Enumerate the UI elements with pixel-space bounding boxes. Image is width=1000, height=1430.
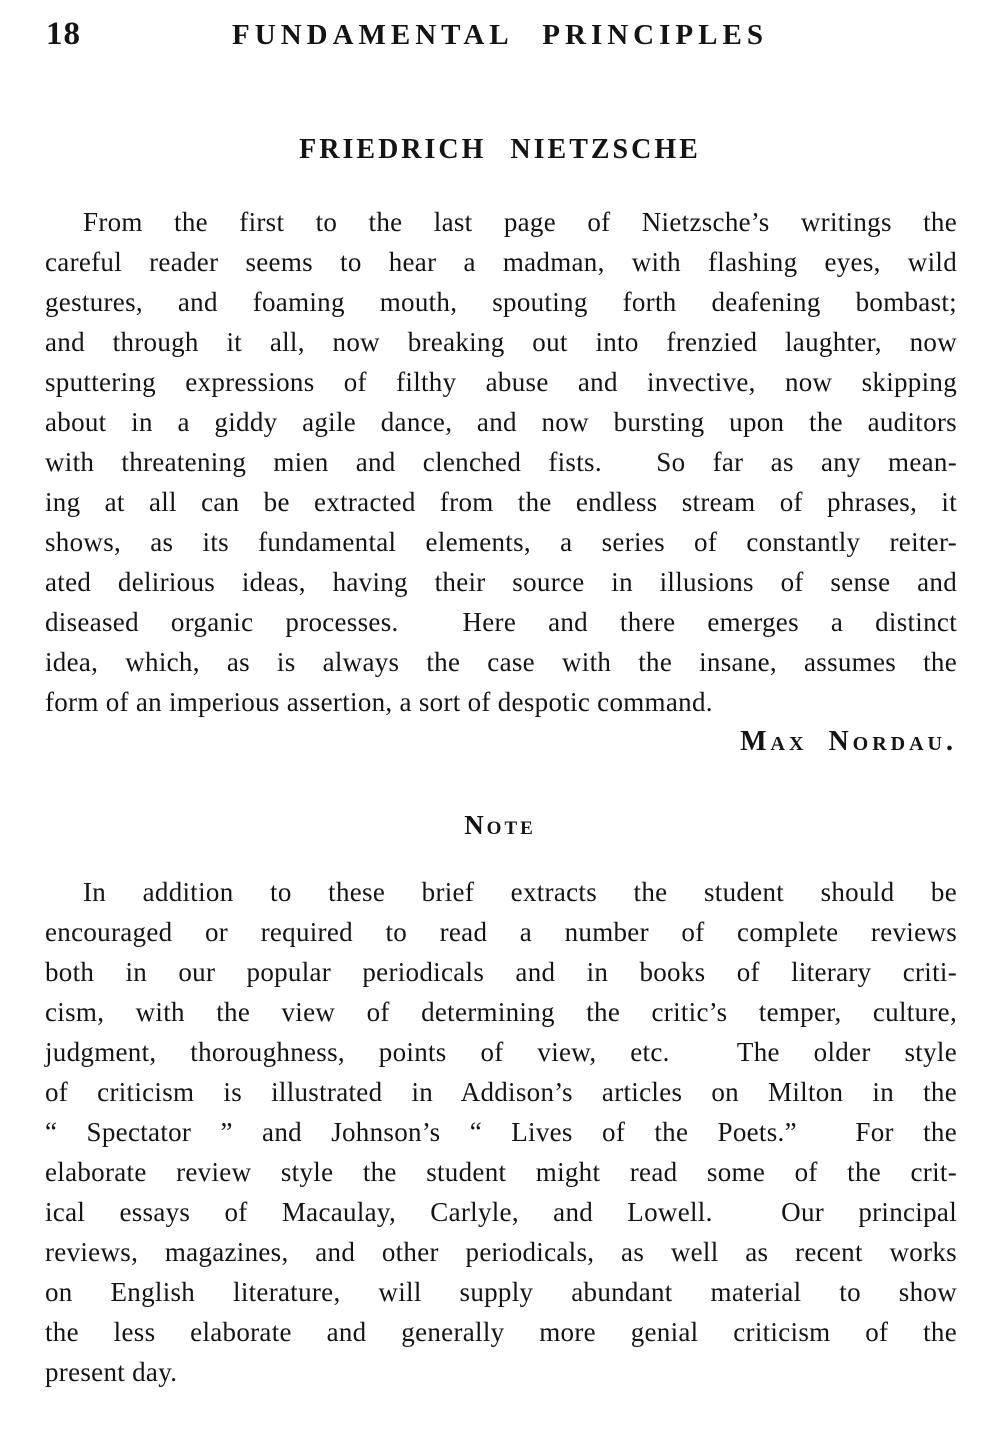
quote-line: form of an imperious assertion, a sort of despotic command. — [45, 687, 713, 717]
note-line: judgment, thoroughness, points of view, etc. The older style — [45, 1037, 957, 1067]
note-line: reviews, magazines, and other periodicals, as well as recent works — [45, 1237, 957, 1267]
note-paragraph — [45, 872, 957, 1392]
note-heading: Note — [464, 810, 536, 840]
note-line: “ Spectator ” and Johnson’s “ Lives of the Poets.” For the — [45, 1117, 957, 1147]
page-number: 18 — [46, 16, 81, 52]
note-line: on English literature, will supply abundant material to show — [45, 1277, 957, 1307]
note-line: present day. — [45, 1357, 178, 1387]
quote-line: careful reader seems to hear a madman, with flashing eyes, wild — [45, 247, 957, 277]
quote-line: ated delirious ideas, having their source in illusions of sense and — [45, 567, 957, 597]
page-header — [0, 16, 1000, 60]
quote-line: gestures, and foaming mouth, spouting forth deafening bombast; — [45, 287, 957, 317]
quote-line: idea, which, as is always the case with the insane, assumes the — [45, 647, 957, 677]
quote-line: diseased organic processes. Here and there emerges a distinct — [45, 607, 957, 637]
quote-attribution: Max Nordau. — [740, 726, 957, 757]
running-head: FUNDAMENTAL PRINCIPLES — [232, 19, 768, 51]
quote-line: shows, as its fundamental elements, a series of constantly reiter- — [45, 527, 957, 557]
quote-line: and through it all, now breaking out into frenzied laughter, now — [45, 327, 957, 357]
note-line: ical essays of Macaulay, Carlyle, and Lowell. Our principal — [45, 1197, 957, 1227]
quote-line: with threatening mien and clenched fists. So far as any mean- — [45, 447, 957, 477]
note-line: both in our popular periodicals and in books of literary criti- — [45, 957, 957, 987]
note-line: the less elaborate and generally more genial criticism of the — [45, 1317, 957, 1347]
note-line: elaborate review style the student might read some of the crit- — [45, 1157, 957, 1187]
note-line: cism, with the view of determining the critic’s temper, culture, — [45, 997, 957, 1027]
quote-line: sputtering expressions of filthy abuse and invective, now skipping — [45, 367, 957, 397]
section-heading: FRIEDRICH NIETZSCHE — [299, 134, 701, 165]
quote-line: From the first to the last page of Nietzsche’s writings the — [83, 207, 957, 237]
quote-line: about in a giddy agile dance, and now bursting upon the auditors — [45, 407, 957, 437]
quote-line: ing at all can be extracted from the endless stream of phrases, it — [45, 487, 957, 517]
note-line: In addition to these brief extracts the student should be — [83, 877, 957, 907]
note-line: of criticism is illustrated in Addison’s articles on Milton in the — [45, 1077, 957, 1107]
note-line: encouraged or required to read a number of complete reviews — [45, 917, 957, 947]
quote-paragraph — [45, 202, 957, 722]
